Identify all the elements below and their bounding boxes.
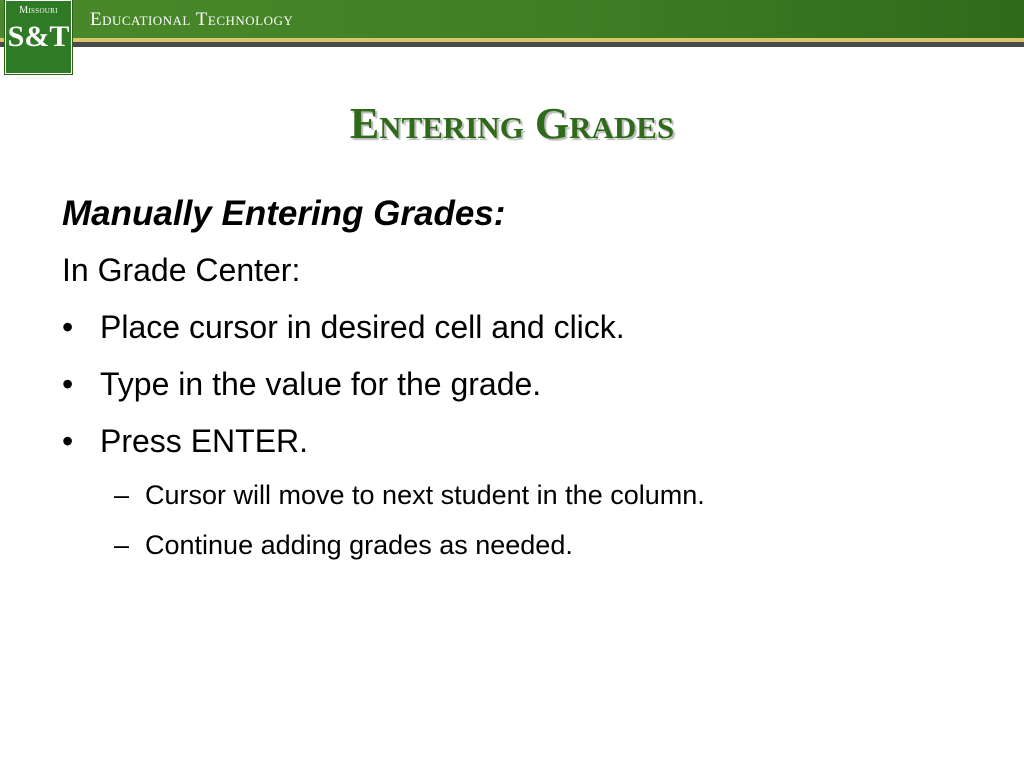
- bullet-text: Place cursor in desired cell and click.: [100, 309, 625, 345]
- sub-bullet-text: Cursor will move to next student in the column.: [145, 480, 705, 510]
- header-divider-dark: [0, 42, 1024, 47]
- bullet-mark: •: [62, 423, 74, 459]
- logo-main-text: S&T: [7, 20, 70, 53]
- sub-bullet-text: Continue adding grades as needed.: [145, 530, 573, 560]
- sub-bullet-item: [62, 470, 982, 520]
- slide-title: Entering Grades: [349, 99, 675, 148]
- bullet-mark: •: [62, 309, 74, 345]
- sub-bullet-item: [62, 520, 982, 570]
- sub-bullet-mark: –: [114, 480, 130, 510]
- subheading: Manually Entering Grades:: [62, 194, 506, 233]
- header-title: Educational Technology: [90, 9, 294, 30]
- bullet-item: [62, 299, 982, 356]
- slide-content: [62, 186, 982, 570]
- intro-text: In Grade Center:: [62, 252, 301, 288]
- bullet-item: [62, 413, 982, 470]
- bullet-text: Press ENTER.: [100, 423, 309, 459]
- bullet-mark: •: [62, 366, 74, 402]
- bullet-item: [62, 356, 982, 413]
- bullet-text: Type in the value for the grade.: [100, 366, 542, 402]
- sub-bullet-mark: –: [114, 530, 130, 560]
- missouri-st-logo: [5, 0, 72, 74]
- logo-top-text: Missouri: [19, 5, 58, 16]
